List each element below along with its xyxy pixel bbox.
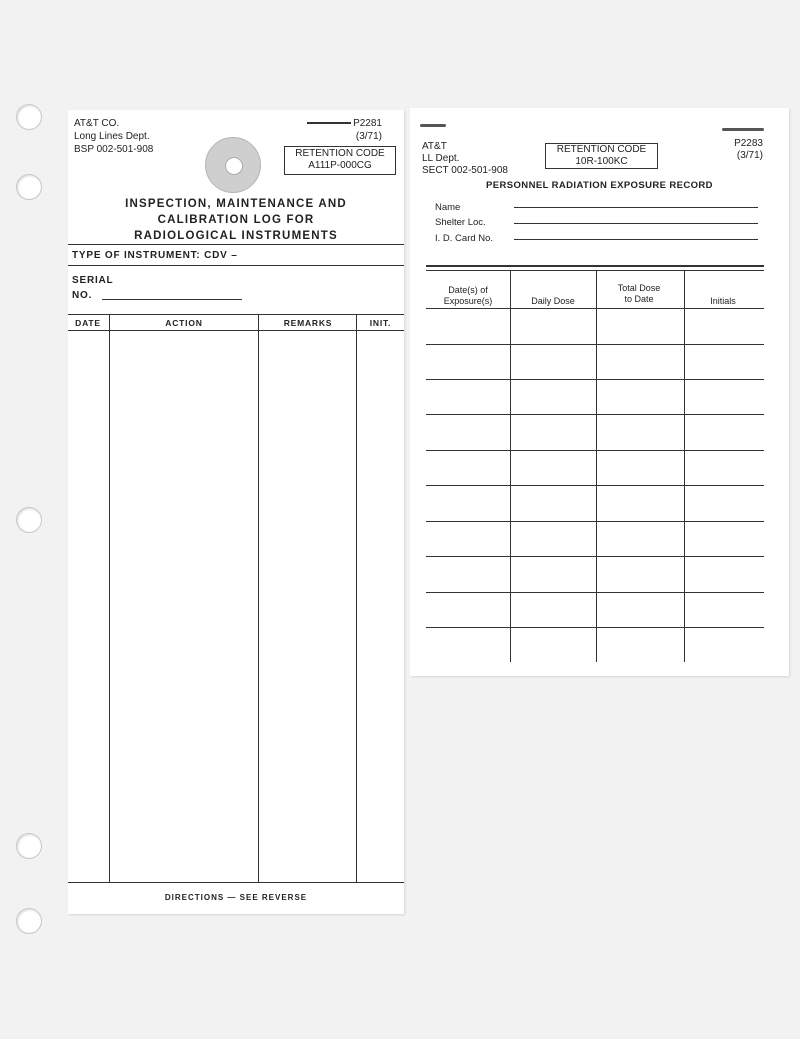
retention-label: RETENTION CODE <box>295 148 385 159</box>
column-header-action: ACTION <box>165 318 203 328</box>
table-row-line <box>426 556 764 557</box>
table-row-line <box>426 308 764 309</box>
company-header <box>422 141 508 177</box>
form-number-block <box>734 138 763 162</box>
department: LL Dept. <box>422 153 460 164</box>
name-field[interactable] <box>514 207 758 208</box>
column-header-date <box>426 285 510 307</box>
header-line <box>510 285 596 296</box>
form-number-block <box>307 117 382 143</box>
binder-hole <box>16 833 42 859</box>
column-header-total-dose <box>596 283 682 305</box>
retention-code: A111P-000CG <box>308 160 372 171</box>
bsp-number: BSP 002-501-908 <box>74 144 154 155</box>
shelter-location-label: Shelter Loc. <box>435 217 486 228</box>
divider <box>68 244 404 245</box>
header-bottom-line <box>68 330 404 331</box>
divider <box>68 265 404 266</box>
column-header-date: DATE <box>75 318 101 328</box>
table-row-line <box>426 414 764 415</box>
retention-label: RETENTION CODE <box>556 144 647 155</box>
name-label: Name <box>435 202 461 213</box>
serial-label: SERIAL <box>72 275 114 286</box>
retention-code-box <box>284 146 396 175</box>
table-top-line <box>68 314 404 315</box>
washer-reinforcement <box>205 137 261 193</box>
title-line: INSPECTION, MAINTENANCE AND <box>125 198 347 210</box>
form-number: P2281 <box>353 118 382 129</box>
id-card-label: I. D. Card No. <box>435 233 494 244</box>
company-header <box>74 117 153 156</box>
form-date: (3/71) <box>736 150 763 161</box>
table-row-line <box>426 627 764 628</box>
table-row-line <box>426 344 764 345</box>
column-divider <box>596 270 597 662</box>
table-row-line <box>426 450 764 451</box>
section-number: SECT 002-501-908 <box>422 165 508 176</box>
serial-number-field[interactable] <box>102 299 242 300</box>
binder-hole <box>16 908 42 934</box>
column-divider <box>258 314 259 882</box>
form-date: (3/71) <box>355 131 382 142</box>
header-line: Daily Dose <box>531 296 575 306</box>
directions-footer: DIRECTIONS — SEE REVERSE <box>164 893 308 902</box>
header-line: Total Dose <box>617 283 661 293</box>
column-header-remarks: REMARKS <box>283 318 333 328</box>
serial-no-label: NO. <box>72 290 93 301</box>
column-divider <box>356 314 357 882</box>
table-top-line <box>426 265 764 267</box>
header-line: Date(s) of <box>448 285 488 295</box>
inspection-log-card <box>68 110 404 914</box>
department: Long Lines Dept. <box>74 131 150 142</box>
column-header-initials <box>682 285 764 307</box>
staple <box>420 124 446 127</box>
binder-hole <box>16 174 42 200</box>
column-divider <box>109 314 110 882</box>
binder-hole <box>16 104 42 130</box>
company-name: AT&T <box>422 141 447 152</box>
binder-hole <box>16 507 42 533</box>
table-row-line <box>426 521 764 522</box>
form-title: PERSONNEL RADIATION EXPOSURE RECORD <box>486 180 713 191</box>
header-line: Exposure(s) <box>443 296 493 306</box>
column-header-daily-dose <box>510 285 596 307</box>
header-line <box>682 285 764 296</box>
staple <box>722 128 764 131</box>
title-line: CALIBRATION LOG FOR <box>157 214 315 226</box>
radiation-exposure-card <box>410 108 789 676</box>
shelter-location-field[interactable] <box>514 223 758 224</box>
column-divider <box>510 270 511 662</box>
column-divider <box>684 270 685 662</box>
retention-code-box <box>545 143 658 169</box>
type-of-instrument-field[interactable]: TYPE OF INSTRUMENT: CDV – <box>72 250 238 261</box>
company-name: AT&T CO. <box>74 118 120 129</box>
table-row-line <box>426 379 764 380</box>
table-row-line <box>426 592 764 593</box>
table-top-line <box>426 270 764 271</box>
header-line: to Date <box>624 294 654 304</box>
table-bottom-line <box>68 882 404 883</box>
id-card-field[interactable] <box>514 239 758 240</box>
form-number: P2283 <box>734 138 763 149</box>
form-title <box>68 196 404 244</box>
column-header-initials: INIT. <box>369 318 392 328</box>
title-line: RADIOLOGICAL INSTRUMENTS <box>134 230 338 242</box>
table-row-line <box>426 485 764 486</box>
retention-code: 10R-100KC <box>575 156 628 167</box>
header-line: Initials <box>710 296 736 306</box>
